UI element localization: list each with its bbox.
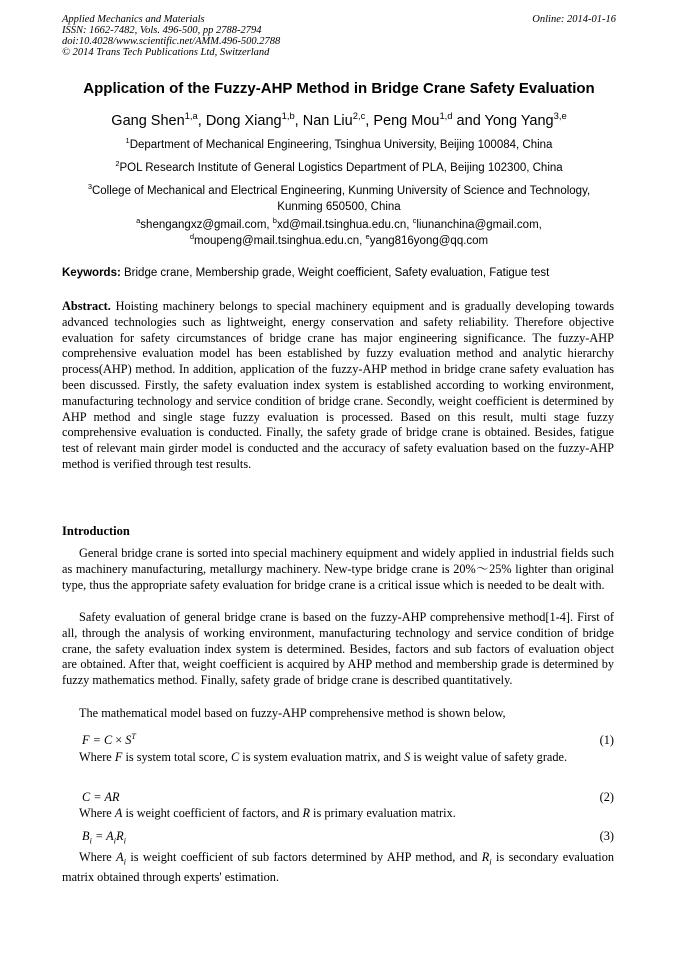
paper-title: Application of the Fuzzy-AHP Method in Bridge Crane Safety Evaluation	[83, 80, 595, 97]
where-paragraph: Where A is weight coefficient of factors, and R is primary evaluation matrix.	[79, 806, 456, 820]
affiliation-1: $^1$Department of Mechanical Engineering, Tsinghua University, Beijing 100084, China	[125, 136, 553, 151]
affiliation-2: $^2$POL Research Institute of General Logistics Department of PLA, Beijing 102300, China	[115, 159, 563, 174]
email[interactable]: liunanchina@gmail.com,	[416, 219, 542, 231]
intro-paragraph: Safety evaluation of general bridge crane is based on the fuzzy-AHP comprehensive method[1-4]. First of all, through the analysis of working environment, manufacturing technology and service condition of bridge crane, the safety evaluation index system is determined. Besides, factors and sub factors of evaluation object are obtained. After that, weight coefficient is acquired by AHP method and membership grade is determined by fuzzy mathematics method. Finally, safety grade of bridge crane is described quantitatively.	[62, 610, 614, 688]
equation-1: $F = C \times S^T$	[82, 731, 136, 747]
affiliation-3: $^3$College of Mechanical and Electrical Engineering, Kunming University of Science and Technology, Kunming 650500, China	[87, 182, 591, 213]
author: Gang Shen	[111, 113, 185, 129]
section-heading: Introduction	[62, 524, 130, 538]
equation-3: $B_i = A_iR_i$	[82, 829, 126, 846]
online-date: Online: 2014-01-16	[532, 14, 616, 25]
email-list: $^a$shengangxz@gmail.com, $^b$xd@mail.tsinghua.edu.cn, $^c$liunanchina@gmail.com, $^d$moupeng@mail.tsinghua.edu.cn, $^e$yang816yong@qq.com	[136, 216, 542, 247]
intro-paragraph: General bridge crane is sorted into special machinery equipment and widely applied in industrial fields such as machinery manufacturing, metallurgy machinery. New-type bridge crane is 20%～25% lighter than original type, thus the appropriate safety evaluation for bridge crane is a critical issue which is needed to be dealt with.	[62, 546, 614, 592]
abstract-text: Hoisting machinery belongs to special machinery equipment and is gradually developing towards advanced technologies such as lightweight, energy conservation and safety reliability. Therefore objective evaluation for safety circumstances of bridge crane has major engineering significance. The fuzzy-AHP comprehensive evaluation model has been established by fuzzy evaluation method and analytic hierarchy process(AHP) method. In addition, application of the fuzzy-AHP method in bridge crane safety evaluation has been discussed. Firstly, the safety evaluation index system is established according to working environment, manufacturing technology and service condition of bridge crane. Secondly, weight coefficient is determined by AHP method and single stage fuzzy evaluation is processed. Based on this result, multi stage fuzzy comprehensive evaluation is conducted. Finally, the safety grade of bridge crane is obtained. Besides, fatigue test of relevant main girder model is conducted and the accuracy of safety evaluation based on the fuzzy-AHP method is verified through test results.	[62, 299, 614, 471]
equation-number: (1)	[599, 733, 614, 747]
equation-2: C = AR	[82, 790, 120, 804]
email[interactable]: yang816yong@qq.com	[369, 235, 489, 247]
journal-name: Applied Mechanics and Materials	[62, 14, 205, 25]
journal-header	[62, 14, 280, 58]
copyright: © 2014 Trans Tech Publications Ltd, Switzerland	[62, 47, 270, 58]
author: Peng Mou	[373, 113, 440, 129]
equation-number: (3)	[599, 829, 614, 843]
email[interactable]: shengangxz@gmail.com,	[140, 219, 270, 231]
author-list: Gang Shen$^{1,a}$, Dong Xiang$^{1,b}$, Nan Liu$^{2,c}$, Peng Mou$^{1,d}$ and Yong Yang$^{3,e}$	[111, 110, 567, 129]
keywords-text: Bridge crane, Membership grade, Weight coefficient, Safety evaluation, Fatigue test	[124, 267, 550, 279]
keywords-label: Keywords:	[62, 267, 121, 279]
email[interactable]: moupeng@mail.tsinghua.edu.cn,	[194, 235, 363, 247]
email[interactable]: xd@mail.tsinghua.edu.cn,	[276, 219, 410, 231]
issn: ISSN: 1662-7482, Vols. 496-500, pp 2788-2794	[62, 25, 262, 36]
intro-paragraph: The mathematical model based on fuzzy-AHP comprehensive method is shown below,	[79, 706, 506, 720]
doi: doi:10.4028/www.scientific.net/AMM.496-500.2788	[62, 36, 281, 47]
where-paragraph: Where $A_i$ is weight coefficient of sub factors determined by AHP method, and $R_i$ is secondary evaluation matrix obtained through experts' estimation.	[62, 850, 614, 885]
author: Yong Yang	[484, 113, 554, 129]
abstract-label: Abstract.	[62, 299, 111, 313]
author: Nan Liu	[302, 113, 353, 129]
where-paragraph: Where F is system total score, C is system evaluation matrix, and S is weight value of safety grade.	[79, 750, 568, 764]
author: Dong Xiang	[205, 113, 282, 129]
abstract	[62, 299, 614, 473]
equation-number: (2)	[599, 790, 614, 804]
keywords	[62, 267, 549, 279]
